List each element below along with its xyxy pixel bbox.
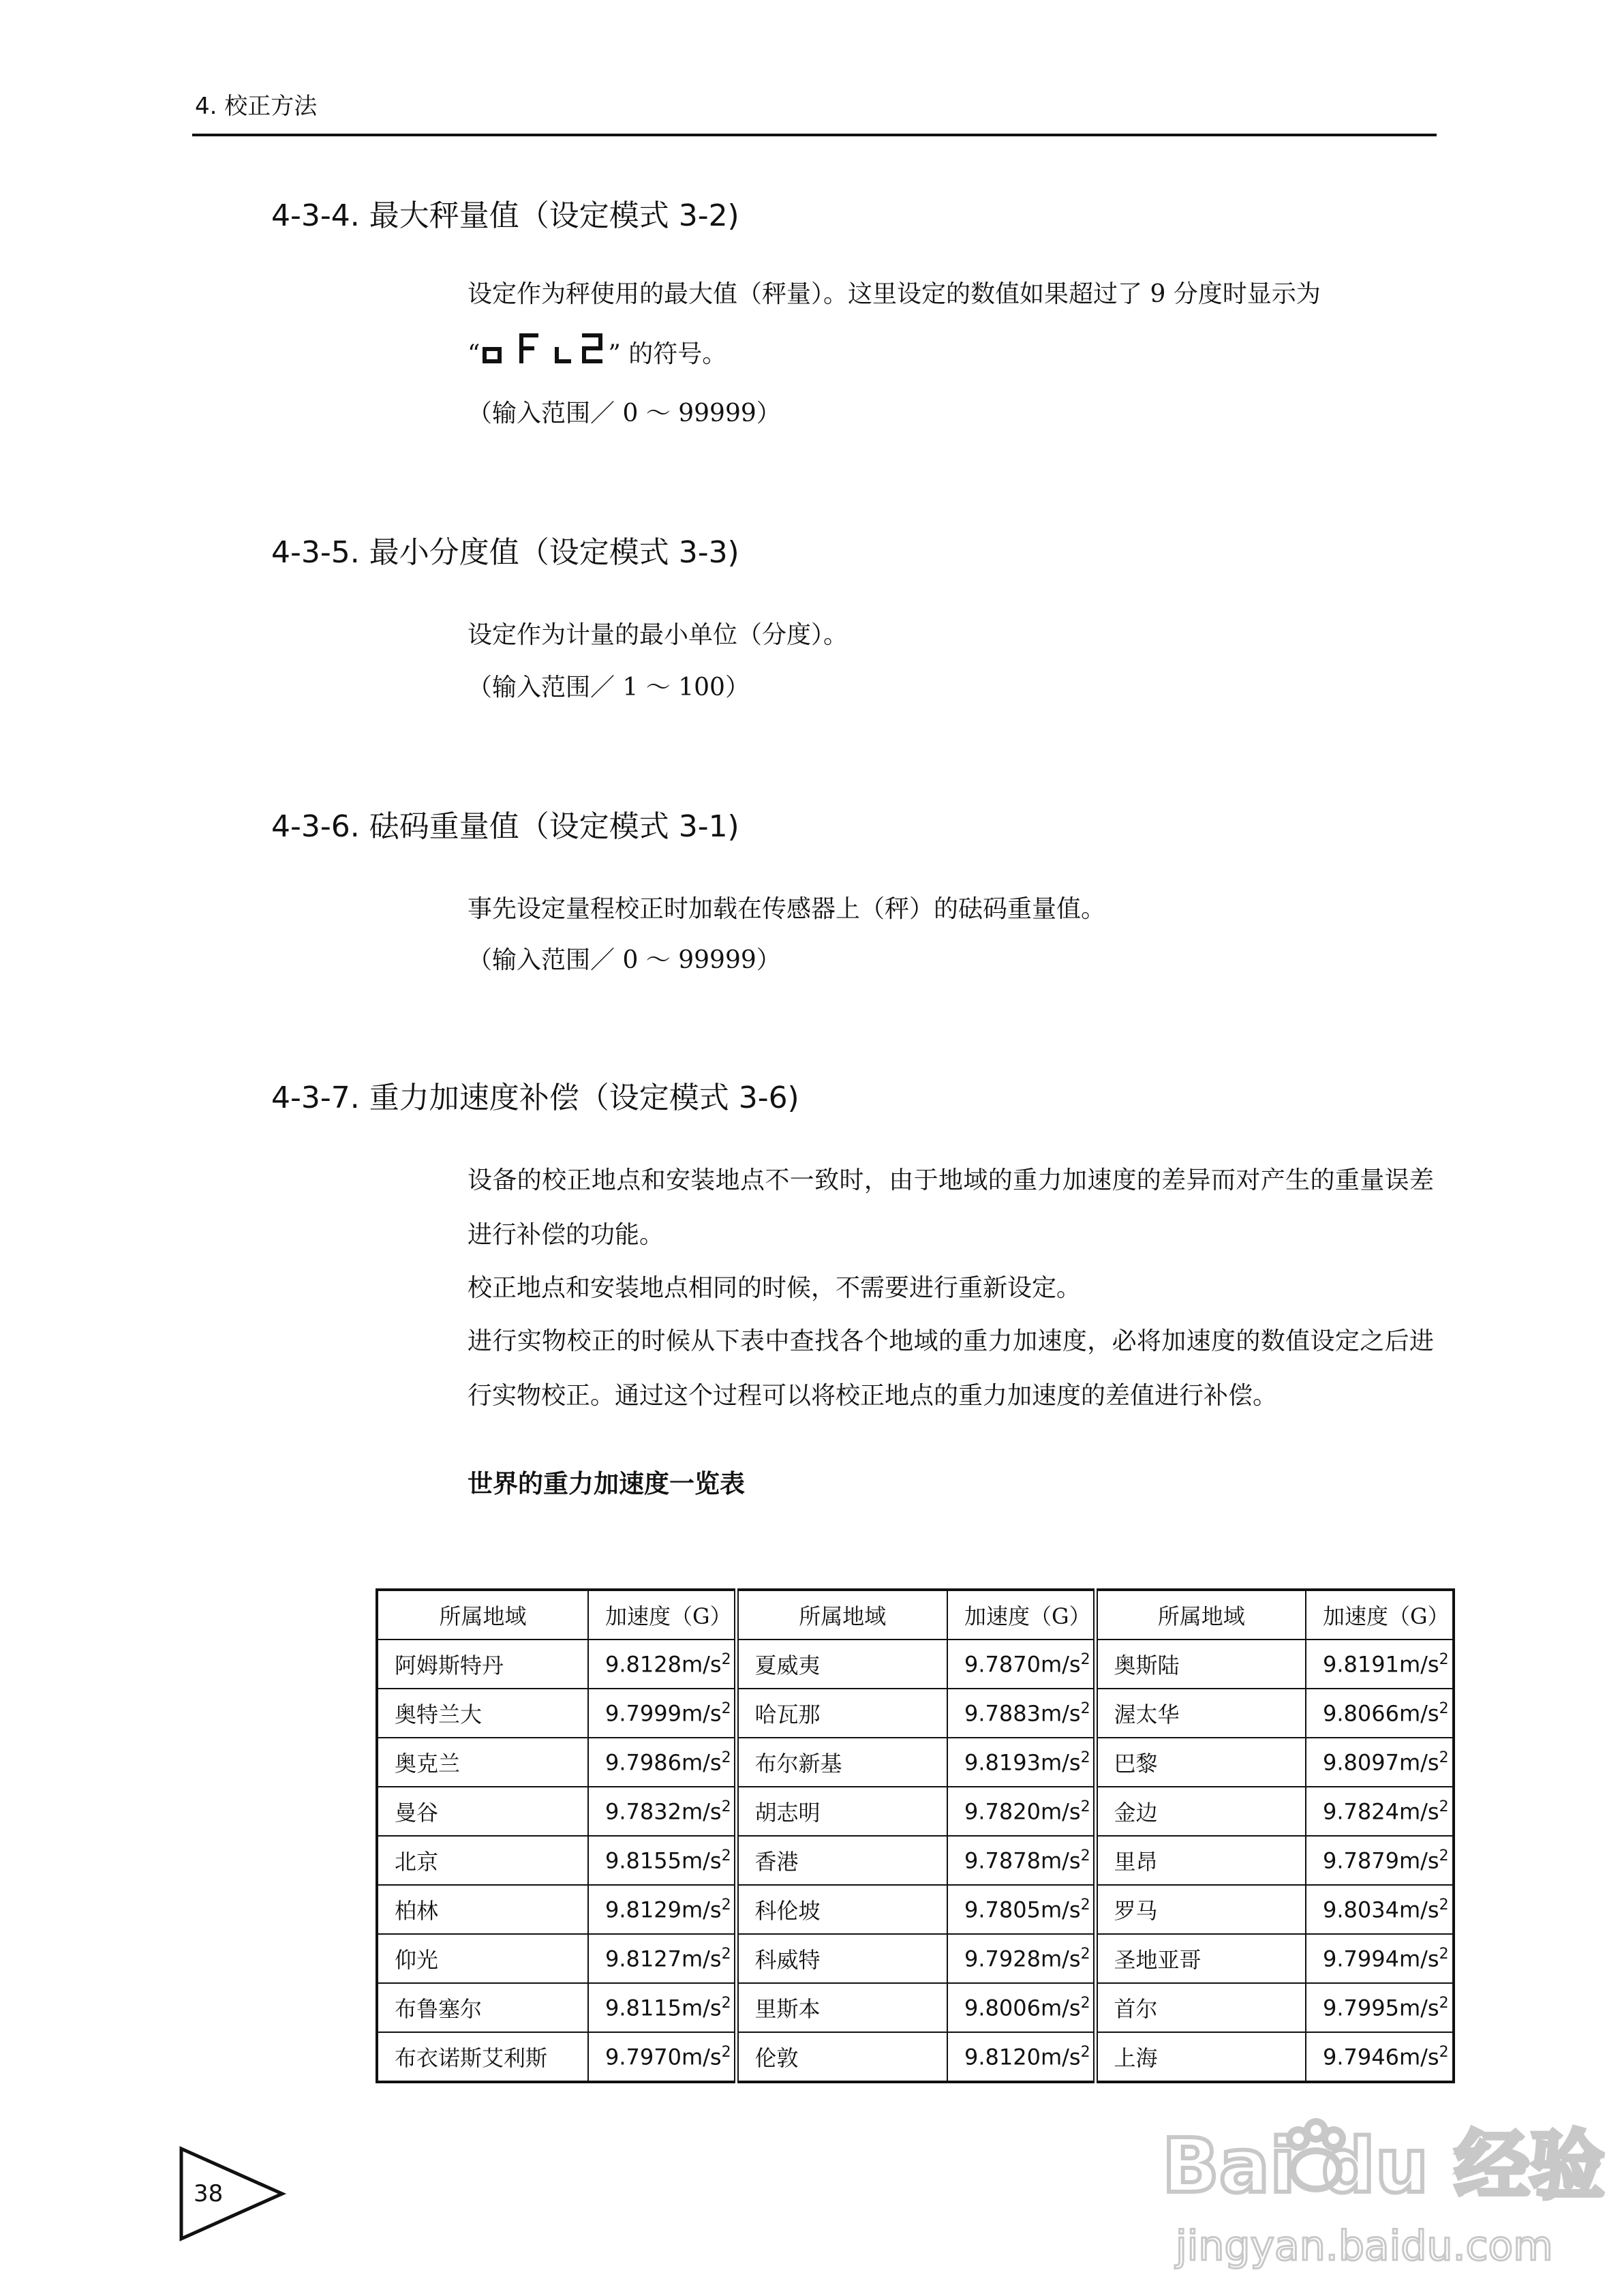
gravity-value: 9.7995 xyxy=(1323,1995,1399,2021)
gravity-value: 9.8155 xyxy=(605,1847,682,1874)
gravity-unit-power: 2 xyxy=(721,1945,731,1963)
column-header-accel: 加速度（G） xyxy=(1306,1590,1454,1640)
gravity-value: 9.7870 xyxy=(964,1651,1041,1678)
gravity-value-cell xyxy=(947,1640,1095,1689)
gravity-value-cell xyxy=(947,1738,1095,1787)
gravity-unit: m/s xyxy=(1398,1700,1439,1727)
region-name-cell: 里斯本 xyxy=(736,1983,947,2032)
region-name-cell: 里昂 xyxy=(1095,1836,1306,1885)
gravity-unit: m/s xyxy=(1398,1749,1439,1776)
gravity-value-cell xyxy=(588,1738,736,1787)
gravity-value: 9.8191 xyxy=(1323,1651,1399,1678)
region-name-cell: 科威特 xyxy=(736,1934,947,1983)
section-4-3-4-line-2-text: 的符号。 xyxy=(628,340,727,368)
column-header-accel: 加速度（G） xyxy=(947,1590,1095,1640)
region-name-cell: 阿姆斯特丹 xyxy=(377,1640,588,1689)
watermark-url: jingyan.baidu.com xyxy=(1176,2222,1553,2270)
gravity-unit-power: 2 xyxy=(1439,1945,1449,1963)
section-4-3-5-line-1: 设定作为计量的最小单位（分度）。 xyxy=(468,621,848,649)
gravity-value-cell xyxy=(1306,2032,1454,2082)
gravity-unit-power: 2 xyxy=(721,1700,731,1717)
table-title: 世界的重力加速度一览表 xyxy=(468,1469,745,1498)
region-name-cell: 北京 xyxy=(377,1836,588,1885)
region-name-cell: 布衣诺斯艾利斯 xyxy=(377,2032,588,2082)
gravity-value-cell xyxy=(947,1689,1095,1738)
region-name-cell: 布尔新基 xyxy=(736,1738,947,1787)
seven-segment-display-icon xyxy=(480,330,608,384)
column-header-place: 所属地域 xyxy=(736,1590,947,1640)
gravity-value-cell xyxy=(588,1787,736,1836)
gravity-value: 9.7946 xyxy=(1323,2044,1399,2070)
column-header-place: 所属地域 xyxy=(377,1590,588,1640)
gravity-unit: m/s xyxy=(1040,1995,1081,2021)
gravity-unit: m/s xyxy=(1040,1798,1081,1825)
section-4-3-7-paragraph-1: 设备的校正地点和安装地点不一致时，由于地域的重力加速度的差异而对产生的重量误差进行补偿的功能。 xyxy=(468,1166,1434,1249)
gravity-unit-power: 2 xyxy=(1439,1749,1449,1766)
region-name-cell: 渥太华 xyxy=(1095,1689,1306,1738)
region-name-cell: 圣地亚哥 xyxy=(1095,1934,1306,1983)
column-header-accel: 加速度（G） xyxy=(588,1590,736,1640)
gravity-value-cell xyxy=(947,2032,1095,2082)
region-name-cell: 伦敦 xyxy=(736,2032,947,2082)
gravity-unit: m/s xyxy=(681,1749,722,1776)
table-header-row xyxy=(377,1590,1454,1640)
gravity-unit: m/s xyxy=(1398,2044,1439,2070)
gravity-unit-power: 2 xyxy=(1439,1847,1449,1864)
gravity-value: 9.7883 xyxy=(964,1700,1041,1727)
gravity-unit: m/s xyxy=(681,1798,722,1825)
gravity-value-cell xyxy=(588,1934,736,1983)
gravity-unit-power: 2 xyxy=(1439,1650,1449,1668)
gravity-value-cell xyxy=(588,1885,736,1934)
quote-close: ” xyxy=(608,340,621,368)
section-4-3-6-line-1: 事先设定量程校正时加载在传感器上（秤）的砝码重量值。 xyxy=(468,895,1106,923)
gravity-unit: m/s xyxy=(681,1847,722,1874)
gravity-value: 9.7999 xyxy=(605,1700,682,1727)
gravity-value-cell xyxy=(588,1983,736,2032)
region-name-cell: 布鲁塞尔 xyxy=(377,1983,588,2032)
gravity-value-cell xyxy=(588,2032,736,2082)
column-header-place: 所属地域 xyxy=(1095,1590,1306,1640)
gravity-value-cell xyxy=(947,1983,1095,2032)
region-name-cell: 哈瓦那 xyxy=(736,1689,947,1738)
gravity-unit-power: 2 xyxy=(1080,1945,1090,1963)
gravity-value: 9.7986 xyxy=(605,1749,682,1776)
gravity-unit-power: 2 xyxy=(1439,2043,1449,2061)
gravity-unit-power: 2 xyxy=(721,1847,731,1864)
gravity-unit-power: 2 xyxy=(721,1896,731,1914)
gravity-value: 9.8120 xyxy=(964,2044,1041,2070)
gravity-value-cell xyxy=(588,1836,736,1885)
region-name-cell: 巴黎 xyxy=(1095,1738,1306,1787)
table-row xyxy=(377,1640,1454,1689)
gravity-unit-power: 2 xyxy=(1439,1994,1449,2012)
gravity-value: 9.7970 xyxy=(605,2044,682,2070)
gravity-value: 9.7879 xyxy=(1323,1847,1399,1874)
section-4-3-4-line-2 xyxy=(468,327,1434,384)
gravity-unit: m/s xyxy=(1398,1798,1439,1825)
section-title-4-3-5: 4-3-5. 最小分度值（设定模式 3-3) xyxy=(271,535,739,570)
region-name-cell: 奥克兰 xyxy=(377,1738,588,1787)
gravity-unit-power: 2 xyxy=(1080,1700,1090,1717)
gravity-unit-power: 2 xyxy=(721,1749,731,1766)
gravity-value: 9.7832 xyxy=(605,1798,682,1825)
gravity-value-cell xyxy=(947,1885,1095,1934)
table-row xyxy=(377,1934,1454,1983)
region-name-cell: 罗马 xyxy=(1095,1885,1306,1934)
running-header: 4. 校正方法 xyxy=(195,93,318,120)
section-title-4-3-7: 4-3-7. 重力加速度补偿（设定模式 3-6) xyxy=(271,1081,799,1115)
gravity-unit: m/s xyxy=(1398,1946,1439,1972)
table-row xyxy=(377,1885,1454,1934)
gravity-unit: m/s xyxy=(681,1897,722,1923)
region-name-cell: 上海 xyxy=(1095,2032,1306,2082)
gravity-unit-power: 2 xyxy=(721,1994,731,2012)
gravity-unit: m/s xyxy=(1398,1897,1439,1923)
gravity-unit: m/s xyxy=(1040,1847,1081,1874)
gravity-value-cell xyxy=(1306,1885,1454,1934)
gravity-unit-power: 2 xyxy=(1439,1700,1449,1717)
gravity-value-cell xyxy=(947,1787,1095,1836)
gravity-unit-power: 2 xyxy=(1080,1847,1090,1864)
gravity-unit-power: 2 xyxy=(1080,1798,1090,1815)
gravity-value: 9.7805 xyxy=(964,1897,1041,1923)
gravity-unit: m/s xyxy=(1398,1995,1439,2021)
gravity-value-cell xyxy=(947,1934,1095,1983)
gravity-unit-power: 2 xyxy=(1080,2043,1090,2061)
section-4-3-4-range: （输入范围／ 0 ～ 99999） xyxy=(468,399,781,427)
gravity-value: 9.8034 xyxy=(1323,1897,1399,1923)
gravity-unit: m/s xyxy=(1398,1847,1439,1874)
gravity-value-cell xyxy=(588,1640,736,1689)
gravity-unit-power: 2 xyxy=(1080,1896,1090,1914)
region-name-cell: 仰光 xyxy=(377,1934,588,1983)
section-4-3-7-paragraph-3: 进行实物校正的时候从下表中查找各个地域的重力加速度，必将加速度的数值设定之后进行实物校正。通过这个过程可以将校正地点的重力加速度的差值进行补偿。 xyxy=(468,1327,1434,1410)
table-row xyxy=(377,1836,1454,1885)
gravity-unit-power: 2 xyxy=(721,1650,731,1668)
table-row xyxy=(377,1983,1454,2032)
region-name-cell: 柏林 xyxy=(377,1885,588,1934)
quote-open: “ xyxy=(468,340,480,368)
gravity-unit-power: 2 xyxy=(721,1798,731,1815)
gravity-value: 9.8193 xyxy=(964,1749,1041,1776)
gravity-value-cell xyxy=(1306,1689,1454,1738)
gravity-unit-power: 2 xyxy=(1439,1896,1449,1914)
gravity-value-cell xyxy=(1306,1934,1454,1983)
table-row xyxy=(377,1689,1454,1738)
region-name-cell: 首尔 xyxy=(1095,1983,1306,2032)
section-title-4-3-6: 4-3-6. 砝码重量值（设定模式 3-1) xyxy=(271,809,739,844)
gravity-unit: m/s xyxy=(1398,1651,1439,1678)
header-rule xyxy=(192,134,1437,136)
gravity-unit: m/s xyxy=(1040,2044,1081,2070)
gravity-value: 9.7994 xyxy=(1323,1946,1399,1972)
watermark-logo: Bai du 经验 xyxy=(1162,2122,1605,2209)
gravity-value: 9.8127 xyxy=(605,1946,682,1972)
section-4-3-6-range: （输入范围／ 0 ～ 99999） xyxy=(468,946,781,974)
section-4-3-4-line-1: 设定作为秤使用的最大值（秤量）。这里设定的数值如果超过了 9 分度时显示为 xyxy=(468,280,1321,308)
gravity-value-cell xyxy=(588,1689,736,1738)
table-row xyxy=(377,1738,1454,1787)
region-name-cell: 曼谷 xyxy=(377,1787,588,1836)
gravity-unit: m/s xyxy=(1040,1749,1081,1776)
gravity-unit: m/s xyxy=(681,1995,722,2021)
region-name-cell: 香港 xyxy=(736,1836,947,1885)
gravity-value-cell xyxy=(1306,1787,1454,1836)
section-title-4-3-4: 4-3-4. 最大秤量值（设定模式 3-2) xyxy=(271,198,739,233)
gravity-unit-power: 2 xyxy=(1080,1650,1090,1668)
gravity-value: 9.8097 xyxy=(1323,1749,1399,1776)
gravity-value: 9.7820 xyxy=(964,1798,1041,1825)
region-name-cell: 奥特兰大 xyxy=(377,1689,588,1738)
gravity-unit-power: 2 xyxy=(1080,1994,1090,2012)
gravity-unit: m/s xyxy=(681,1651,722,1678)
gravity-unit-power: 2 xyxy=(1080,1749,1090,1766)
region-name-cell: 夏威夷 xyxy=(736,1640,947,1689)
gravity-value: 9.7824 xyxy=(1323,1798,1399,1825)
section-4-3-7-paragraph-2: 校正地点和安装地点相同的时候，不需要进行重新设定。 xyxy=(468,1274,1082,1302)
gravity-value: 9.7878 xyxy=(964,1847,1041,1874)
region-name-cell: 奥斯陆 xyxy=(1095,1640,1306,1689)
gravity-unit: m/s xyxy=(1040,1651,1081,1678)
region-name-cell: 胡志明 xyxy=(736,1787,947,1836)
baidu-jingyan-watermark xyxy=(1155,2089,1605,2274)
region-name-cell: 金边 xyxy=(1095,1787,1306,1836)
region-name-cell: 科伦坡 xyxy=(736,1885,947,1934)
gravity-value: 9.7928 xyxy=(964,1946,1041,1972)
gravity-value-cell xyxy=(1306,1983,1454,2032)
gravity-value: 9.8128 xyxy=(605,1651,682,1678)
gravity-unit-power: 2 xyxy=(721,2043,731,2061)
gravity-value-cell xyxy=(1306,1738,1454,1787)
gravity-value: 9.8006 xyxy=(964,1995,1041,2021)
gravity-unit: m/s xyxy=(1040,1700,1081,1727)
gravity-value: 9.8129 xyxy=(605,1897,682,1923)
page-number: 38 xyxy=(194,2180,224,2207)
gravity-unit-power: 2 xyxy=(1439,1798,1449,1815)
gravity-value-cell xyxy=(1306,1640,1454,1689)
gravity-unit: m/s xyxy=(1040,1946,1081,1972)
gravity-unit: m/s xyxy=(681,1700,722,1727)
section-4-3-5-range: （输入范围／ 1 ～ 100） xyxy=(468,674,750,701)
gravity-unit: m/s xyxy=(681,2044,722,2070)
gravity-value-cell xyxy=(1306,1836,1454,1885)
gravity-unit: m/s xyxy=(681,1946,722,1972)
table-row xyxy=(377,1787,1454,1836)
gravity-acceleration-table xyxy=(376,1588,1455,2083)
gravity-value: 9.8115 xyxy=(605,1995,682,2021)
gravity-value-cell xyxy=(947,1836,1095,1885)
gravity-unit: m/s xyxy=(1040,1897,1081,1923)
gravity-value: 9.8066 xyxy=(1323,1700,1399,1727)
table-row xyxy=(377,2032,1454,2082)
